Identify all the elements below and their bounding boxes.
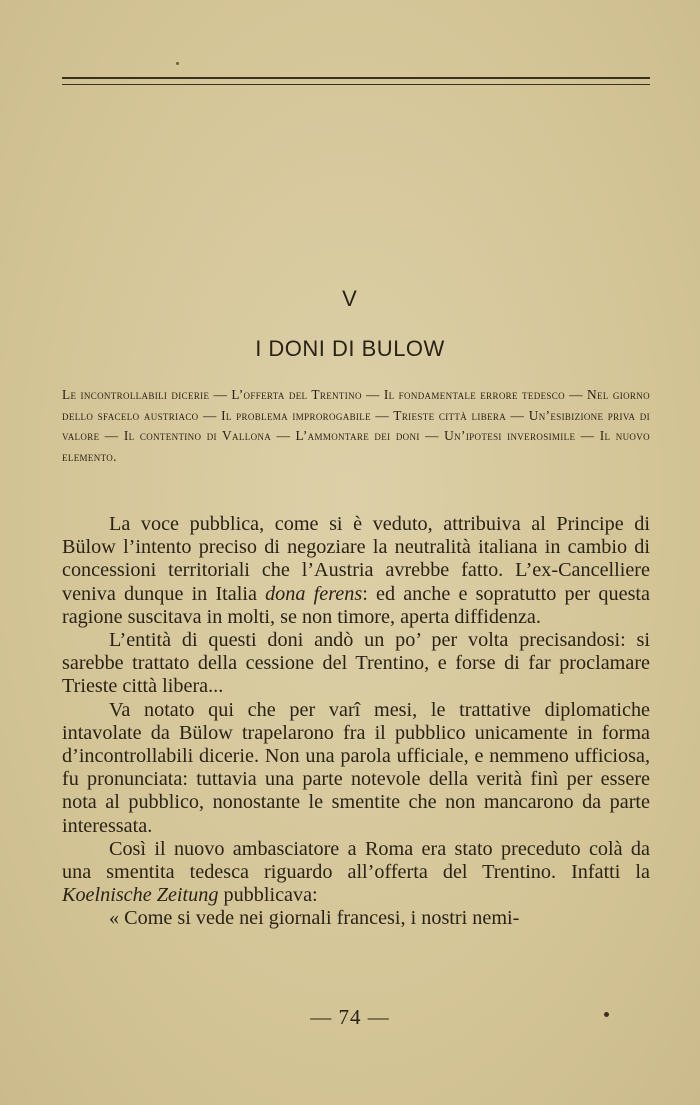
ink-speck <box>176 62 179 65</box>
paragraph-3: Va notato qui che per varî mesi, le trattative diplomatiche intavolate da Bülow trapelarono fra il pubblico unicamente in forma d’incontrollabili dicerie. Non una parola ufficiale, e nemmeno ufficiosa, fu pronunciata: tuttavia una parte notevole della verità finì per essere nota al pubblico, nonostante le smentite che non mancarono da parte interessata. <box>62 698 650 837</box>
paragraph-5: « Come si vede nei giornali francesi, i nostri nemi- <box>109 907 520 930</box>
paragraph-2: L’entità di questi doni andò un po’ per volta precisandosi: si sarebbe trattato della cessione del Trentino, e forse di far proclamare Trieste città libera... <box>62 629 650 698</box>
chapter-summary: Le incontrollabili dicerie — L’offerta del Trentino — Il fondamentale errore tedesco — Nel giorno dello sfacelo austriaco — Il problema improrogabile — Trieste città libera — Un’esibizione priva di valore — Il contentino di Vallona — L’ammontare dei doni — Un’ipotesi inverosimile — Il nuovo elemento. <box>62 387 650 464</box>
page-number: — 74 — <box>310 1005 390 1029</box>
chapter-title: I DONI DI BULOW <box>255 336 445 361</box>
header-rule-thin <box>62 84 650 85</box>
ink-speck <box>604 1012 609 1017</box>
paragraph-1: La voce pubblica, come si è veduto, attribuiva al Principe di Bülow l’intento preciso di negoziare la neutralità italiana in cambio di concessioni territoriali che l’Austria avrebbe fatto. L’ex-Cancelliere veniva dunque in Italia dona ferens: ed anche e sopratutto per questa ragione suscitava in molti, se non timore, aperta diffidenza. <box>62 513 650 628</box>
paragraph-4: Così il nuovo ambasciatore a Roma era stato preceduto colà da una smentita tedesca riguardo all’offerta del Trentino. Infatti la Koelnische Zeitung pubblicava: <box>62 837 650 907</box>
chapter-number: V <box>342 286 358 311</box>
header-rule-thick <box>62 77 650 79</box>
body-text <box>62 513 650 931</box>
